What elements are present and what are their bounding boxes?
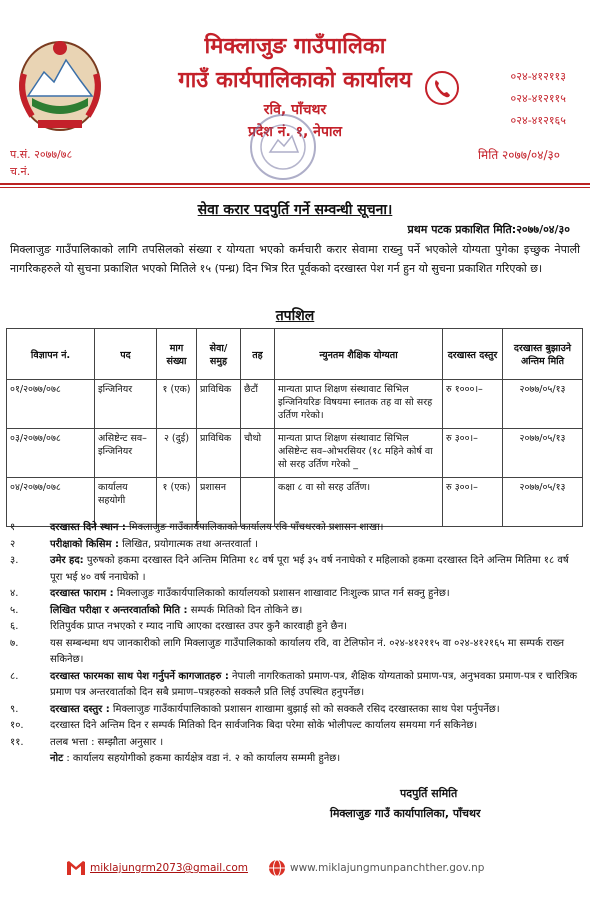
note-text: रितिपुर्वक प्राप्त नभएको र म्याद नाघि आएका दरखास्त उपर कुनै कारवाही हुने छैन। [50,621,348,632]
office-province: प्रदेश नं. १, नेपाल [247,124,343,140]
note-item [10,520,582,537]
office-location: रवि, पाँचथर [263,102,327,118]
notes-list [10,520,582,768]
table-title: तपशिल [275,308,315,324]
table-cell: रु १०००।– [443,380,503,429]
notice-intro: मिक्लाजुङ गाउँपालिकाको लागि तपसिलको संख्या र योग्यता भएको कर्मचारी करार सेवामा राख्नु पर्ने भएकोले योग्यता पुगेका इच्छुक नेपाली नागरिकहरुले यो सुचना प्रकाशित भएको मितिले १५ (पन्ध्र) दिन भित्र रित पूर्वकको दरखास्त पेश गर्न हुन यो सुचना प्रकाशित गरिएको छ। [10,243,580,275]
note-number: २ [10,538,16,550]
signature-office: मिक्लाजुङ गाउँ कार्यापालिका, पाँचथर [330,807,481,820]
table-cell: २०७७/०५/१३ [503,478,583,527]
note-text: दरखास्त दिने अन्तिम दिन र सम्पर्क मितिको दिन सार्वजनिक बिदा परेमा सोके भोलीपल्ट कार्यालय समयमा गर्न सकिनेछ। [50,720,478,731]
footer-email-link[interactable]: miklajungrm2073@gmail.com [90,862,248,874]
note-number: १०. [10,720,24,731]
table-cell: कार्यालय सहयोगी [95,478,157,527]
ref-patra-sankhya: प.सं. २०७७/७८ [10,148,73,161]
note-item [10,702,582,719]
note-number: ६. [10,621,19,632]
note-number: ७. [10,637,19,649]
note-text: : कार्यालय सहयोगीको हकमा कार्यक्षेत्र वडा नं. २ को कार्यालय सम्ममी हुनेछ। [63,753,341,764]
table-cell: रु ३००।– [443,478,503,527]
office-name: मिक्लाजुङ गाउँपालिका [204,34,386,59]
note-label: दरखास्त फारमका साथ पेश गर्नुपर्ने कागजातहरु : [50,670,229,682]
phone-numbers [511,66,566,132]
note-item [10,718,582,735]
table-cell: रु ३००।– [443,429,503,478]
table-cell: ०३/२०७७/०७८ [7,429,95,478]
header-divider [0,183,590,185]
phone-number: ०२४-४१२११५ [510,92,566,105]
note-item [10,553,582,586]
table-row [7,429,583,478]
table-cell: १ (एक) [157,478,197,527]
notice-title: सेवा करार पदपुर्ति गर्ने सम्वन्धी सूचना। [197,202,393,218]
table-cell: छैटौं [241,380,275,429]
table-cell: चौथो [241,429,275,478]
signature-committee: पदपुर्ति समिति [400,787,458,800]
gmail-icon [66,860,86,876]
office-seal [248,112,318,182]
note-item [10,751,582,768]
note-text: मिक्लाजुङ गाउँकार्यपालिकाको कार्यालय रवि पाँचथरको प्रशासन शाखा। [125,522,384,533]
col-header: दरखास्त दस्तुर [443,329,503,380]
note-number: ११. [10,736,24,748]
table-cell: २ (दुई) [157,429,197,478]
note-text: मिक्लाजुङ गाउँकार्यपालिकाको प्रशासन शाखामा बुझाई सो को सक्कलै रसिद दरखास्तका साथ पेश पर्नुपर्नेछ। [109,703,500,715]
table-cell: प्रशासन [197,478,241,527]
note-label: लिखित परीक्षा र अन्तरवार्ताको मिति : [50,604,188,616]
table-cell: प्राविधिक [197,380,241,429]
header-divider-thin [0,187,590,188]
note-item [10,537,582,554]
col-header: तह [241,329,275,380]
table-cell: २०७७/०५/१३ [503,429,583,478]
table-cell: असिष्टेन्ट सव– इन्जिनियर [95,429,157,478]
phone-number: ०२४-४१२१६५ [510,114,566,127]
table-header-row [7,329,583,380]
vacancy-table [6,328,583,527]
table-cell: प्राविधिक [197,429,241,478]
reference-numbers [10,146,72,180]
note-text: लिखित, प्रयोगात्मक तथा अन्तरवार्ता । [118,538,259,550]
phone-number: ०२४-४१२११३ [510,70,566,83]
table-cell: मान्यता प्राप्त शिक्षण संस्थावाट सिभिल इन्जिनियरिङ विषयमा स्नातक तह वा सो सरह उर्तिण गरेको। [275,380,443,429]
note-text: यस सम्बन्धमा थप जानकारीको लागि मिक्लाजुङ गाउँपालिकाको कार्यालय रवि, वा टेलिफोन नं. ०२४-४१२११५ वा ०२४-४१२१६५ मा सम्पर्क राख्न सकिनेछ। [50,637,565,665]
table-cell: इन्जिनियर [95,380,157,429]
col-header: दरखास्त बुझाउने अन्तिम मिति [503,329,583,380]
note-text: नेपाली नागरिकताको प्रमाण-पत्र, शैक्षिक योग्यताको प्रमाण-पत्र, अनुभवका प्रमाण-पत्र र चारित्रिक प्रमाण पत्र अन्तरवार्ताको दिन सबै प्रमाण–पत्रहरुको सक्कलै प्रति लिई उपस्थित हनुपर्नेछ। [50,670,578,698]
note-item [10,603,582,620]
phone-icon [424,70,460,106]
note-item [10,586,582,603]
first-published-date: प्रथम पटक प्रकाशित मिति:२०७७/०४/३० [407,223,570,236]
col-header: माग संख्या [157,329,197,380]
note-number: १ [10,522,16,533]
col-header: पद [95,329,157,380]
note-text: मिक्लाजुङ गाउँकार्यपालिकाको कार्यालयको प्रशासन शाखावाट निःशुल्क प्राप्त गर्न सक्नु हुनेछ। [113,588,450,599]
col-header: न्युनतम शैक्षिक योग्यता [275,329,443,380]
note-number [10,751,50,768]
note-text: सम्पर्क मितिको दिन तोकिने छ। [187,604,303,616]
note-label: परीक्षाको किसिम : [50,538,119,550]
note-item [10,636,582,669]
note-number: ८. [10,670,19,682]
note-number: ९. [10,703,19,715]
note-text: तलब भत्ता : सम्झौता अनुसार । [50,736,164,748]
note-number: ५. [10,604,19,616]
note-label: दरखास्त फाराम : [50,588,114,599]
col-header: सेवा/ समुह [197,329,241,380]
note-item [10,619,582,636]
note-text: पुरुषको हकमा दरखास्त दिने अन्तिम मितिमा १८ वर्ष पूरा भई ३५ वर्ष ननाघेको र महिलाको हकमा दरखास्त दिने अन्तिम मितिमा १८ वर्ष पूरा भई ४० वर्ष ननाघेको । [50,555,569,583]
table-cell: कक्षा ८ वा सो सरह उर्तिण। [275,478,443,527]
note-label: दरखास्त दस्तुर : [50,703,110,715]
note-label: नोट [50,753,64,764]
table-cell: २०७७/०५/१३ [503,380,583,429]
table-row [7,380,583,429]
office-subtitle: गाउँ कार्यपालिकाको कार्यालय [178,68,412,93]
note-label: उमेर हद: [50,555,84,566]
letter-date: मिति २०७७/०४/३० [477,148,560,162]
note-item [10,669,582,702]
note-number: ४. [10,588,19,599]
globe-icon [268,859,286,877]
ref-chalani-number: च.नं. [10,165,31,178]
table-cell: मान्यता प्राप्त शिक्षण संस्थावाट सिभिल असिष्टेन्ट सव–ओभरसियर (१८ महिने कोर्ष वा सो सरह उर्तिण गरेको _ [275,429,443,478]
table-cell: ०१/२०७७/०७८ [7,380,95,429]
footer-website-link[interactable]: www.miklajungmunpanchther.gov.np [290,862,485,874]
note-label: दरखास्त दिने स्थान : [50,522,126,533]
table-cell: १ (एक) [157,380,197,429]
col-header: विज्ञापन नं. [7,329,95,380]
note-item [10,735,582,752]
note-number: ३. [10,555,19,566]
table-cell: ०४/२०७७/०७८ [7,478,95,527]
